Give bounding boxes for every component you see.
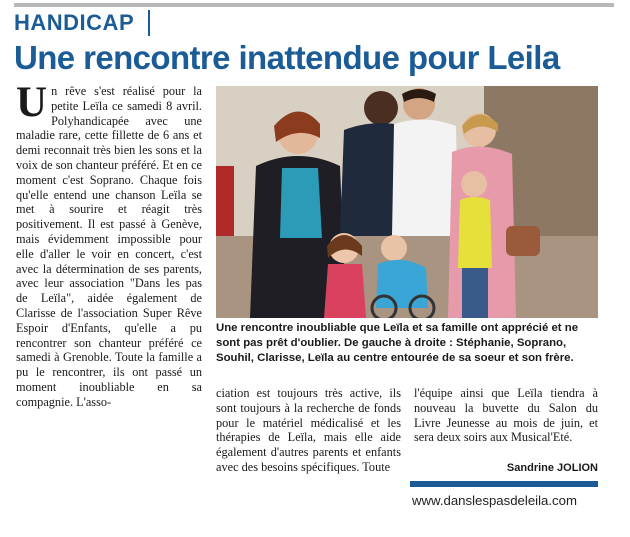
article-column-2: ciation est toujours très active, ils sont toujours à la recherche de fonds pour le matériel médicalisé et les thérapies de Leïla, mais elle aide également d'autres parents et enfants avec des besoins spécifiques. Toute [216,386,401,474]
top-rule [14,3,614,7]
photo-illustration [216,86,598,318]
group-photo [216,86,598,318]
rubric-divider [148,10,150,36]
website-url: www.danslespasdeleila.com [412,493,577,508]
article-headline: Une rencontre inattendue pour Leila [14,39,560,76]
drop-cap: U [16,79,48,126]
section-rubric: HANDICAP [14,10,135,35]
column-1-text: n rêve s'est réalisé pour la petite Leïla ce samedi 8 avril. Polyhandicapée avec une maladie rare, cette fillette de 6 ans et demi reconnait très bien les sons et la voix de son chanteur préféré. Et en ce moment c'est Soprano. Chaque fois qu'elle entend une chanson Leïla se met à sourire et réagit très positivement. Il est passé à Genève, mais évidemment impossible pour elle d'aller le voir en concert, c'est avec la détermination de ses parents, avec leur association "Dans les pas de Leïla", aidée également de Clarisse de l'association Super Rêve Espoir d'Enfants, qu'elle a pu rencontrer son chanteur préféré ce samedi à Grenoble. Toute la famille a pu le rencontrer, ils ont passé un moment inoubliable en sa compagnie. L'asso- [16,84,202,409]
footer-rule [410,481,598,487]
photo-caption: Une rencontre inoubliable que Leïla et sa famille ont apprécié et ne sont pas prêt d'oublier. De gauche à droite : Stéphanie, Soprano, Souhil, Clarisse, Leïla au centre entourée de sa soeur et son frère. [216,322,579,364]
article-column-1 [16,79,202,410]
article-column-3: l'équipe ainsi que Leïla tiendra à nouveau la buvette du Salon du Livre Jeunesse au mois de juin, et sera deux soirs aux Musical'Eté. [414,386,598,445]
author-byline: Sandrine JOLION [506,462,598,474]
